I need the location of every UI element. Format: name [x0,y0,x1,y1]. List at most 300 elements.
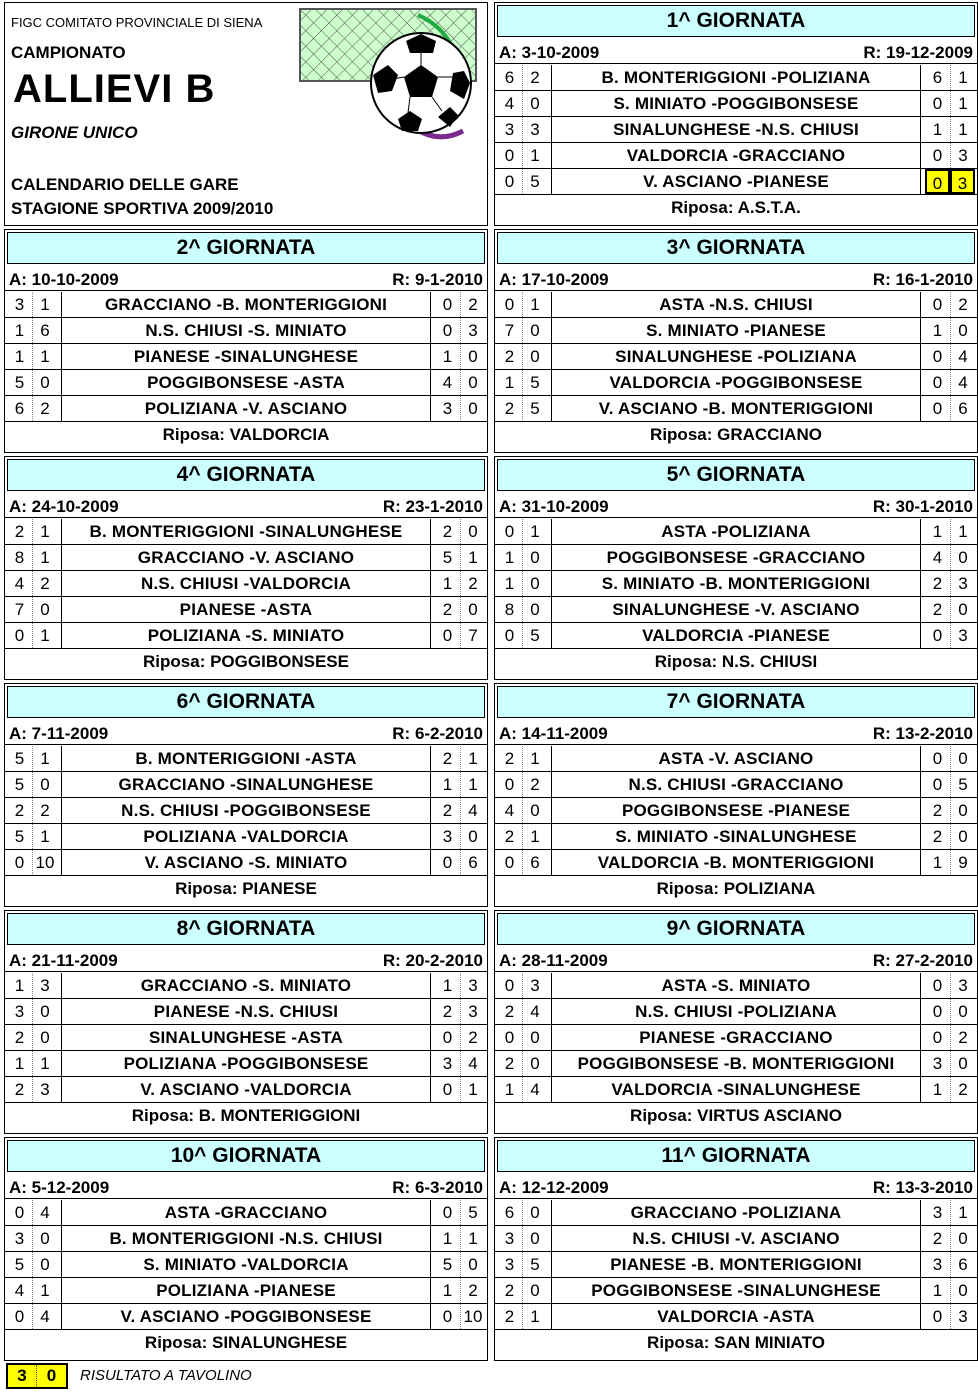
round-panel [4,683,488,907]
first-leg-away-score: 0 [522,344,547,369]
first-leg-home-score: 0 [504,853,515,872]
match-row [495,1226,977,1252]
match-row [5,292,487,318]
legend-score-home: 3 [8,1365,37,1387]
match-name: B. MONTERIGGIONI -N.S. CHIUSI [61,1226,431,1251]
first-leg-home-score: 1 [504,574,515,593]
match-row [5,824,487,850]
return-leg-home-score: 2 [442,600,453,619]
round-title: 5^ GIORNATA [497,459,975,491]
first-leg-away-score: 1 [32,1278,57,1303]
return-leg-away-score: 1 [950,91,975,116]
return-leg-away-score: 0 [460,824,485,849]
resting-team: Riposa: N.S. CHIUSI [654,652,818,671]
resting-team: Riposa: SINALUNGHESE [144,1333,348,1352]
match-row [5,571,487,597]
first-leg-home-score: 2 [504,1307,515,1326]
first-leg-date: A: 21-11-2009 [9,951,118,970]
return-leg-home-score: 2 [932,1229,943,1248]
match-name: N.S. CHIUSI -S. MINIATO [61,318,431,343]
first-leg-away-score: 0 [522,1051,547,1076]
round-panel [4,229,488,453]
first-leg-date: A: 24-10-2009 [9,497,119,516]
first-leg-home-score: 0 [14,626,25,645]
first-leg-away-score: 1 [522,292,547,317]
return-leg-away-score: 5 [950,772,975,797]
match-row [495,1252,977,1278]
round-panel [494,229,978,453]
date-row [5,1175,487,1199]
match-name: GRACCIANO -V. ASCIANO [61,545,431,570]
return-leg-away-score: 3 [460,999,485,1024]
match-name: ASTA -V. ASCIANO [551,746,921,771]
return-leg-home-score: 1 [442,574,453,593]
return-leg-away-score: 6 [950,396,975,421]
first-leg-home-score: 7 [14,600,25,619]
return-leg-home-score: 0 [932,146,943,165]
return-leg-home-score: 0 [932,347,943,366]
first-leg-home-score: 3 [14,1002,25,1021]
match-row [5,1051,487,1077]
return-leg-away-score: 0 [460,519,485,544]
return-leg-away-score: 7 [460,623,485,648]
match-name: GRACCIANO -S. MINIATO [61,973,431,998]
match-row [5,370,487,396]
match-row [495,772,977,798]
return-leg-away-score: 0 [950,1278,975,1303]
first-leg-away-score: 0 [32,370,57,395]
return-leg-home-score: 0 [932,1028,943,1047]
match-row [5,623,487,649]
return-leg-home-score: 1 [442,1281,453,1300]
round-title: 10^ GIORNATA [7,1140,485,1172]
header-panel [4,2,488,226]
return-leg-home-score: 5 [442,548,453,567]
return-leg-away-score: 2 [950,1077,975,1102]
return-leg-home-score: 1 [442,347,453,366]
first-leg-home-score: 2 [504,399,515,418]
match-name: N.S. CHIUSI -VALDORCIA [61,571,431,596]
first-leg-date: A: 17-10-2009 [499,270,609,289]
match-name: S. MINIATO -PIANESE [551,318,921,343]
round-title: 4^ GIORNATA [7,459,485,491]
first-leg-home-score: 2 [504,1054,515,1073]
first-leg-away-score: 5 [522,370,547,395]
match-name: N.S. CHIUSI -POGGIBONSESE [61,798,431,823]
return-leg-away-score: 2 [460,292,485,317]
first-leg-home-score: 3 [504,1255,515,1274]
match-name: SINALUNGHESE -N.S. CHIUSI [551,117,921,142]
match-name: POLIZIANA -VALDORCIA [61,824,431,849]
match-row [495,597,977,623]
match-row [5,746,487,772]
first-leg-away-score: 1 [32,292,57,317]
first-leg-home-score: 2 [504,827,515,846]
return-leg-away-score: 3 [950,623,975,648]
return-leg-away-score: 1 [460,1077,485,1102]
return-leg-home-score: 0 [442,1080,453,1099]
first-leg-away-score: 4 [32,1304,57,1329]
first-leg-away-score: 1 [32,344,57,369]
return-leg-home-score: 1 [932,522,943,541]
first-leg-home-score: 1 [504,548,515,567]
return-leg-away-score: 4 [460,798,485,823]
return-leg-away-score: 1 [950,117,975,142]
category-title: ALLIEVI B [13,67,216,111]
first-leg-home-score: 0 [504,626,515,645]
match-name: SINALUNGHESE -ASTA [61,1025,431,1050]
return-leg-away-score: 0 [950,597,975,622]
first-leg-away-score: 5 [522,396,547,421]
soccer-ball-goal-logo [298,7,482,145]
first-leg-away-score: 0 [522,571,547,596]
match-row [495,169,977,195]
return-leg-away-score: 1 [460,746,485,771]
resting-team: Riposa: PIANESE [175,879,317,898]
return-leg-away-score: 3 [460,318,485,343]
return-leg-away-score: 4 [460,1051,485,1076]
first-leg-home-score: 4 [504,801,515,820]
first-leg-home-score: 2 [504,749,515,768]
first-leg-date: A: 5-12-2009 [9,1178,110,1197]
match-name: PIANESE -GRACCIANO [551,1025,921,1050]
first-leg-away-score: 6 [32,318,57,343]
match-row [495,292,977,318]
match-name: VALDORCIA -B. MONTERIGGIONI [551,850,921,875]
match-name: ASTA -POLIZIANA [551,519,921,544]
first-leg-home-score: 3 [504,1229,515,1248]
match-row [495,798,977,824]
return-leg-away-score: 2 [460,1278,485,1303]
return-leg-home-score: 0 [925,169,950,194]
match-name: S. MINIATO -VALDORCIA [61,1252,431,1277]
match-row [495,143,977,169]
match-row [5,1304,487,1330]
first-leg-away-score: 1 [522,824,547,849]
match-row [5,798,487,824]
return-leg-home-score: 2 [932,600,943,619]
first-leg-home-score: 0 [504,522,515,541]
match-row [495,370,977,396]
return-leg-away-score: 3 [950,169,975,194]
first-leg-away-score: 2 [32,571,57,596]
match-row [5,545,487,571]
match-row [5,1226,487,1252]
first-leg-home-score: 1 [14,976,25,995]
return-leg-home-score: 0 [932,626,943,645]
match-row [495,1051,977,1077]
return-leg-home-score: 0 [932,399,943,418]
return-leg-away-score: 2 [950,292,975,317]
match-name: V. ASCIANO -S. MINIATO [61,850,431,875]
date-row [495,948,977,972]
return-leg-home-score: 0 [442,321,453,340]
return-leg-home-score: 0 [932,1307,943,1326]
match-row [495,571,977,597]
calendar-label: CALENDARIO DELLE GARE [11,175,239,194]
first-leg-date: A: 10-10-2009 [9,270,119,289]
first-leg-home-score: 6 [504,1203,515,1222]
match-name: S. MINIATO -B. MONTERIGGIONI [551,571,921,596]
return-leg-away-score: 3 [950,571,975,596]
match-row [495,519,977,545]
first-leg-home-score: 0 [14,1307,25,1326]
return-leg-home-score: 1 [932,321,943,340]
return-leg-home-score: 5 [442,1255,453,1274]
first-leg-away-score: 1 [32,1051,57,1076]
date-row [5,494,487,518]
return-leg-away-score: 0 [950,1226,975,1251]
round-title: 8^ GIORNATA [7,913,485,945]
match-name: SINALUNGHESE -V. ASCIANO [551,597,921,622]
match-row [5,850,487,876]
first-leg-away-score: 1 [522,746,547,771]
first-leg-home-score: 1 [14,321,25,340]
first-leg-away-score: 3 [32,1077,57,1102]
round-panel [494,456,978,680]
return-leg-away-score: 2 [950,1025,975,1050]
first-leg-home-score: 0 [14,853,25,872]
round-title: 9^ GIORNATA [497,913,975,945]
first-leg-home-score: 0 [504,295,515,314]
return-leg-away-score: 0 [460,597,485,622]
first-leg-away-score: 4 [522,1077,547,1102]
first-leg-date: A: 3-10-2009 [499,43,600,62]
first-leg-home-score: 6 [504,68,515,87]
match-name: ASTA -N.S. CHIUSI [551,292,921,317]
return-leg-home-score: 6 [932,68,943,87]
first-leg-date: A: 28-11-2009 [499,951,608,970]
season-label: STAGIONE SPORTIVA 2009/2010 [11,199,274,218]
round-panel [494,683,978,907]
return-leg-away-score: 0 [950,824,975,849]
return-leg-date: R: 6-2-2010 [392,724,483,743]
first-leg-away-score: 0 [522,597,547,622]
return-leg-away-score: 3 [460,973,485,998]
first-leg-home-score: 0 [504,775,515,794]
match-name: VALDORCIA -POGGIBONSESE [551,370,921,395]
return-leg-home-score: 4 [442,373,453,392]
resting-team: Riposa: GRACCIANO [650,425,822,444]
first-leg-home-score: 2 [504,347,515,366]
round-panel [4,910,488,1134]
round-panel [494,910,978,1134]
first-leg-away-score: 0 [32,999,57,1024]
first-leg-away-score: 0 [32,1025,57,1050]
first-leg-home-score: 4 [14,1281,25,1300]
match-row [5,999,487,1025]
round-title: 7^ GIORNATA [497,686,975,718]
return-leg-home-score: 0 [932,1002,943,1021]
return-leg-home-score: 1 [442,1229,453,1248]
first-leg-away-score: 4 [522,999,547,1024]
legend-text: RISULTATO A TAVOLINO [80,1367,252,1384]
return-leg-away-score: 0 [460,1252,485,1277]
match-name: POGGIBONSESE -GRACCIANO [551,545,921,570]
first-leg-away-score: 2 [522,772,547,797]
championship-label: CAMPIONATO [11,43,126,62]
return-leg-away-score: 0 [460,396,485,421]
match-name: S. MINIATO -SINALUNGHESE [551,824,921,849]
first-leg-home-score: 1 [504,1080,515,1099]
first-leg-home-score: 2 [14,1080,25,1099]
match-name: POGGIBONSESE -ASTA [61,370,431,395]
resting-team: Riposa: POLIZIANA [656,879,816,898]
first-leg-home-score: 0 [504,172,515,191]
match-row [5,396,487,422]
first-leg-home-score: 0 [14,1203,25,1222]
return-leg-date: R: 13-2-2010 [872,724,973,743]
match-row [495,1077,977,1103]
return-leg-away-score: 1 [460,1226,485,1251]
first-leg-home-score: 4 [504,94,515,113]
return-leg-home-score: 0 [442,295,453,314]
date-row [495,494,977,518]
match-name: POGGIBONSESE -B. MONTERIGGIONI [551,1051,921,1076]
first-leg-away-score: 0 [522,1025,547,1050]
return-leg-away-score: 0 [950,545,975,570]
return-leg-home-score: 1 [932,1281,943,1300]
return-leg-home-score: 0 [442,1203,453,1222]
group-label: GIRONE UNICO [11,123,138,142]
match-row [495,1304,977,1330]
first-leg-away-score: 0 [522,318,547,343]
return-leg-away-score: 10 [460,1304,485,1329]
first-leg-home-score: 6 [14,399,25,418]
return-leg-home-score: 0 [442,626,453,645]
round-title: 1^ GIORNATA [497,5,975,37]
match-name: V. ASCIANO -POGGIBONSESE [61,1304,431,1329]
return-leg-home-score: 2 [442,801,453,820]
return-leg-date: R: 23-1-2010 [382,497,483,516]
first-leg-home-score: 5 [14,1255,25,1274]
first-leg-away-score: 1 [522,143,547,168]
return-leg-away-score: 3 [950,1304,975,1329]
return-leg-away-score: 0 [460,344,485,369]
match-name: ASTA -GRACCIANO [61,1200,431,1225]
match-name: GRACCIANO -SINALUNGHESE [61,772,431,797]
resting-team: Riposa: SAN MINIATO [647,1333,825,1352]
first-leg-home-score: 0 [504,976,515,995]
match-name: VALDORCIA -PIANESE [551,623,921,648]
first-leg-away-score: 3 [522,117,547,142]
resting-team: Riposa: VALDORCIA [162,425,330,444]
match-name: GRACCIANO -B. MONTERIGGIONI [61,292,431,317]
match-row [495,850,977,876]
first-leg-home-score: 4 [14,574,25,593]
return-leg-away-score: 3 [950,973,975,998]
return-leg-away-score: 1 [950,1200,975,1225]
return-leg-home-score: 2 [932,827,943,846]
match-name: B. MONTERIGGIONI -SINALUNGHESE [61,519,431,544]
first-leg-away-score: 6 [522,850,547,875]
match-row [495,973,977,999]
match-name: B. MONTERIGGIONI -POLIZIANA [551,65,921,90]
first-leg-date: A: 12-12-2009 [499,1178,609,1197]
first-leg-home-score: 2 [504,1281,515,1300]
match-row [5,1278,487,1304]
first-leg-away-score: 0 [522,798,547,823]
return-leg-home-score: 2 [932,574,943,593]
return-leg-date: R: 19-12-2009 [863,43,973,62]
return-leg-away-score: 0 [950,746,975,771]
match-name: N.S. CHIUSI -POLIZIANA [551,999,921,1024]
match-name: SINALUNGHESE -POLIZIANA [551,344,921,369]
first-leg-date: A: 14-11-2009 [499,724,608,743]
return-leg-away-score: 1 [460,772,485,797]
match-name: POLIZIANA -V. ASCIANO [61,396,431,421]
first-leg-away-score: 3 [522,973,547,998]
match-name: B. MONTERIGGIONI -ASTA [61,746,431,771]
first-leg-away-score: 1 [32,824,57,849]
return-leg-home-score: 3 [932,1054,943,1073]
return-leg-home-score: 0 [442,1307,453,1326]
return-leg-date: R: 27-2-2010 [872,951,973,970]
return-leg-home-score: 2 [442,749,453,768]
round-title: 11^ GIORNATA [497,1140,975,1172]
return-leg-away-score: 0 [460,370,485,395]
first-leg-away-score: 1 [32,519,57,544]
return-leg-home-score: 1 [932,120,943,139]
first-leg-away-score: 2 [32,798,57,823]
return-leg-home-score: 3 [932,1255,943,1274]
return-leg-home-score: 4 [932,548,943,567]
match-row [495,117,977,143]
date-row [5,721,487,745]
return-leg-home-score: 3 [442,827,453,846]
return-leg-home-score: 0 [932,775,943,794]
first-leg-away-score: 0 [522,1226,547,1251]
match-name: PIANESE -ASTA [61,597,431,622]
match-row [495,91,977,117]
first-leg-home-score: 0 [504,1028,515,1047]
return-leg-away-score: 5 [460,1200,485,1225]
first-leg-away-score: 0 [32,772,57,797]
match-row [495,999,977,1025]
return-leg-date: R: 16-1-2010 [872,270,973,289]
match-name: POGGIBONSESE -PIANESE [551,798,921,823]
match-row [5,1077,487,1103]
return-leg-home-score: 3 [932,1203,943,1222]
first-leg-away-score: 1 [522,519,547,544]
first-leg-home-score: 8 [14,548,25,567]
match-row [5,973,487,999]
match-name: N.S. CHIUSI -GRACCIANO [551,772,921,797]
match-row [495,318,977,344]
match-name: POLIZIANA -POGGIBONSESE [61,1051,431,1076]
return-leg-date: R: 13-3-2010 [872,1178,973,1197]
legend-score-box [6,1363,68,1389]
return-leg-away-score: 2 [460,571,485,596]
match-name: PIANESE -N.S. CHIUSI [61,999,431,1024]
date-row [5,948,487,972]
match-row [495,396,977,422]
first-leg-home-score: 3 [14,295,25,314]
return-leg-away-score: 0 [950,798,975,823]
legend-score-away: 0 [46,1366,57,1385]
match-row [495,1278,977,1304]
match-name: GRACCIANO -POLIZIANA [551,1200,921,1225]
return-leg-away-score: 6 [460,850,485,875]
return-leg-away-score: 0 [950,318,975,343]
resting-team: Riposa: B. MONTERIGGIONI [131,1106,361,1125]
first-leg-date: A: 7-11-2009 [9,724,109,743]
match-name: N.S. CHIUSI -V. ASCIANO [551,1226,921,1251]
first-leg-home-score: 5 [14,749,25,768]
first-leg-home-score: 3 [14,1229,25,1248]
date-row [495,1175,977,1199]
match-name: PIANESE -SINALUNGHESE [61,344,431,369]
